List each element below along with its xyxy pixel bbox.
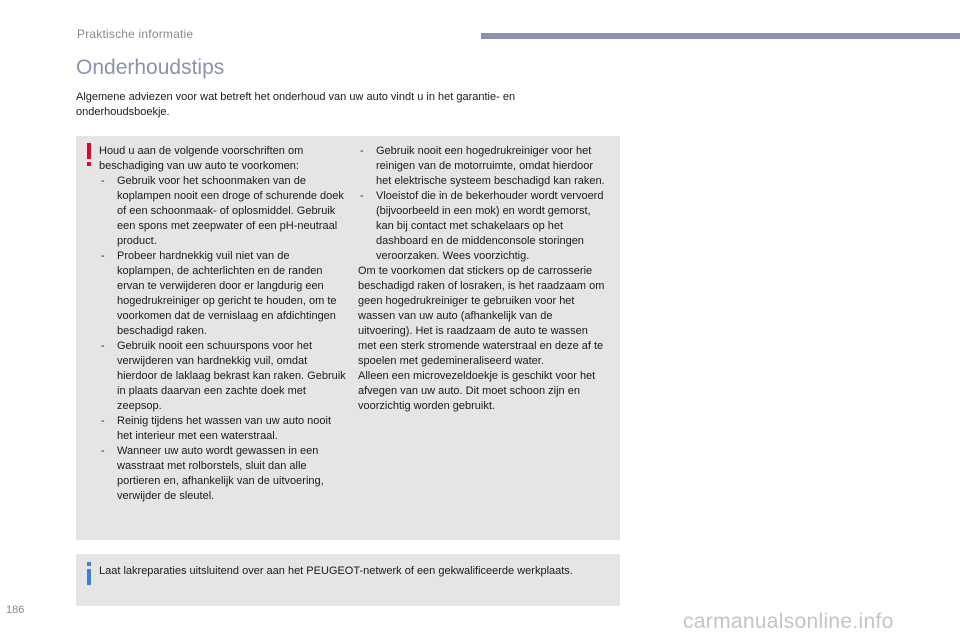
watermark: carmanualsonline.info [683, 610, 894, 633]
warning-intro: Houd u aan de volgende voorschriften om beschadiging van uw auto te voorkomen: [99, 145, 304, 172]
exclamation-icon [84, 142, 94, 168]
list-item: - Vloeistof die in de bekerhouder wordt vervoerd (bijvoorbeeld in een mok) en wordt gemorst, kan bij contact met schakelaars op het dashboard en de middenconsole storingen veroorzaken. Wees voorzichtig. [360, 190, 604, 262]
microfiber-paragraph: Alleen een microvezeldoekje is geschikt voor het afvegen van uw auto. Dit moet schoon zijn en voorzichtig worden gebruikt. [358, 370, 596, 412]
warning-right-list [358, 144, 608, 264]
list-item: - Gebruik nooit een schuurspons voor het verwijderen van hardnekkig vuil, omdat hierdoor de laklaag bekrast kan raken. Gebruik in plaats daarvan een zachte doek met zeepsop. [101, 340, 346, 412]
info-text: Laat lakreparaties uitsluitend over aan het PEUGEOT-netwerk of een gekwalificeerde werkplaats. [99, 565, 573, 577]
header-bar [481, 33, 960, 39]
warning-right-column [358, 144, 608, 414]
page-title: Onderhoudstips [76, 56, 225, 79]
list-item: - Gebruik voor het schoonmaken van de koplampen nooit een droge of schurende doek of een schoonmaak- of oplosmiddel. Gebruik een spons met zeepwater of een pH-neutraal product. [101, 175, 344, 247]
page-number: 186 [6, 604, 25, 616]
list-item: - Reinig tijdens het wassen van uw auto nooit het interieur met een waterstraal. [101, 415, 332, 442]
warning-left-column [99, 144, 349, 504]
warning-box [76, 136, 620, 540]
intro-paragraph: Algemene adviezen voor wat betreft het onderhoud van uw auto vindt u in het garantie- en onderhoudsboekje. [76, 91, 516, 118]
stickers-paragraph: Om te voorkomen dat stickers op de carrosserie beschadigd raken of losraken, is het raadzaam om geen hogedrukreiniger te gebruiken voor het wassen van uw auto (afhankelijk van de uitvoering). Het is raadzaam de auto te wassen met een sterk stromende waterstraal en deze af te spoelen met gedemineraliseerd water. [358, 265, 605, 367]
warning-left-list [99, 174, 349, 504]
list-item: - Gebruik nooit een hogedrukreiniger voor het reinigen van de motorruimte, omdat hierdoor het elektrische systeem beschadigd kan raken. [360, 145, 605, 187]
list-item: - Wanneer uw auto wordt gewassen in een wasstraat met rolborstels, sluit dan alle portieren en, afhankelijk van de uitvoering, verwijder de sleutel. [101, 445, 324, 502]
info-box [76, 554, 620, 606]
section-label: Praktische informatie [77, 27, 194, 41]
list-item: - Probeer hardnekkig vuil niet van de koplampen, de achterlichten en de randen ervan te verwijderen door er langdurig een hogedrukreiniger op gericht te houden, om te voorkomen dat de vernislaag en afdichtingen beschadigd raken. [101, 250, 337, 337]
info-icon [84, 560, 94, 586]
